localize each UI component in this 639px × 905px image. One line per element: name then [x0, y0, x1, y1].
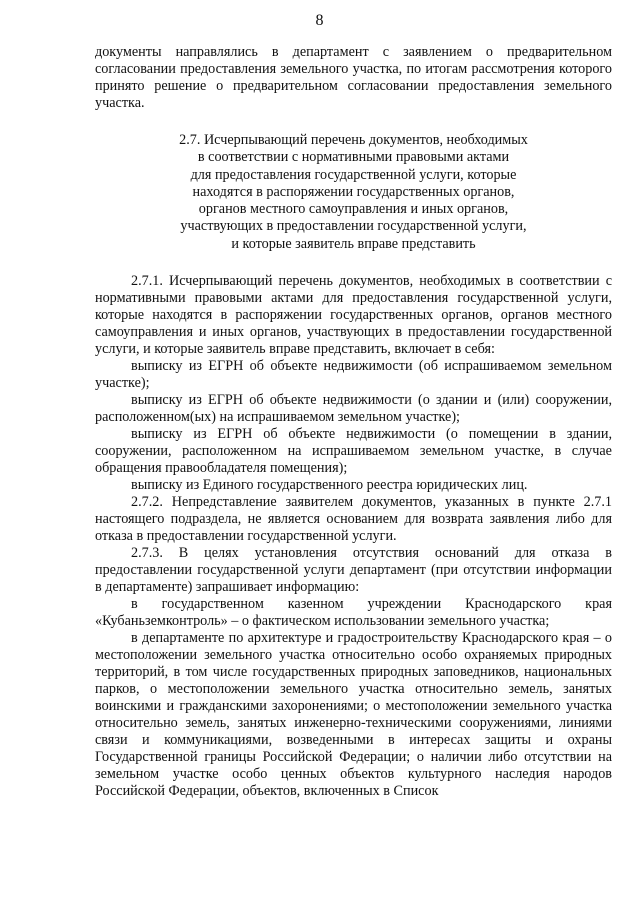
paragraph: 2.7.1. Исчерпывающий перечень документов, необходимых в соответствии с нормативными правовыми актами для предоставления государственной услуги, которые находятся в распоряжении государственных органов, органов местного самоуправления и иных органов, участвующих в предоставлении государственной услуги, и которые заявитель вправе представить, включает в себя: — [95, 273, 612, 358]
paragraph: в государственном казенном учреждении Краснодарского края «Кубаньземконтроль» – о фактическом использовании земельного участка; — [95, 596, 612, 630]
paragraph: документы направлялись в департамент с заявлением о предварительном согласовании предоставления земельного участка, по итогам рассмотрения которого принято решение о предварительном согласовании предоставления земельного участка. — [95, 44, 612, 111]
heading-line: органов местного самоуправления и иных органов, — [198, 201, 509, 218]
page-number: 8 — [315, 12, 324, 29]
paragraph: выписку из ЕГРН об объекте недвижимости (об испрашиваемом земельном участке); — [95, 358, 612, 392]
heading-line: для предоставления государственной услуги, которые — [190, 166, 517, 183]
heading-line: участвующих в предоставлении государственной услуги, — [180, 218, 527, 235]
heading-line: 2.7. Исчерпывающий перечень документов, необходимых — [179, 132, 528, 148]
section-heading — [95, 132, 612, 253]
paragraph: в департаменте по архитектуре и градостроительству Краснодарского края – о местоположении земельного участка относительно особо охраняемых природных территорий, в том числе государственных природных заповедников, национальных парков, о местоположении земельного участка относительно земель, занятых воинскими и гражданскими захоронениями; о местоположении земельного участка относительно земель, занятых инженерно-техническими сооружениями, линиями связи и коммуникациями, возведенными в интересах защиты и охраны Государственной границы Российской Федерации; о наличии либо отсутствии на земельном участке особо ценных объектов культурного наследия народов Российской Федерации, объектов, включенных в Список — [95, 630, 612, 800]
paragraph: выписку из ЕГРН об объекте недвижимости (о здании и (или) сооружении, расположенном(ых) на испрашиваемом земельном участке); — [95, 392, 612, 426]
heading-line: находятся в распоряжении государственных органов, — [192, 183, 515, 200]
paragraph: выписку из Единого государственного реестра юридических лиц. — [131, 477, 528, 494]
paragraph: выписку из ЕГРН об объекте недвижимости (о помещении в здании, сооружении, расположенном на испрашиваемом земельном участке, в случае обращения правообладателя помещения); — [95, 426, 612, 477]
heading-line: в соответствии с нормативными правовыми актами — [197, 149, 510, 166]
paragraph: 2.7.3. В целях установления отсутствия оснований для отказа в предоставлении государственной услуги департамент (при отсутствии информации в департаменте) запрашивает информацию: — [95, 545, 612, 596]
paragraph: 2.7.2. Непредставление заявителем документов, указанных в пункте 2.7.1 настоящего подраздела, не является основанием для возврата заявления либо для отказа в предоставлении государственной услуги. — [95, 494, 612, 545]
document-body — [95, 44, 612, 800]
heading-line: и которые заявитель вправе представить — [231, 235, 476, 252]
